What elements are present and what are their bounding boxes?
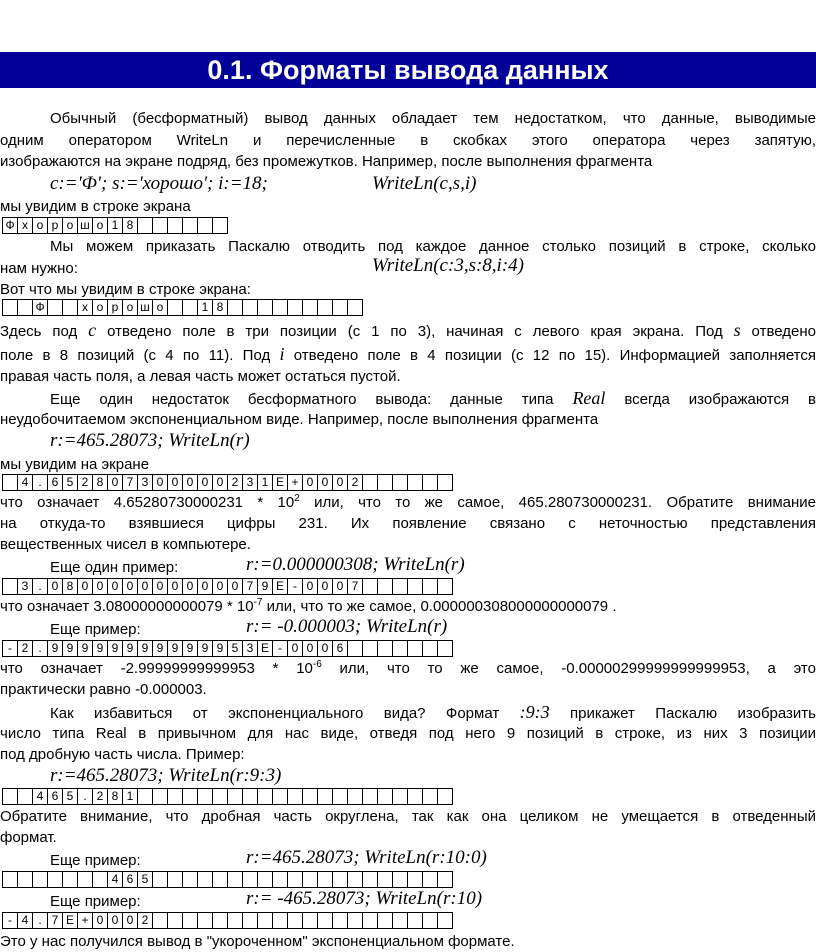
screen-cell xyxy=(287,299,303,316)
paragraph-line: Как избавиться от экспоненциального вида? Формат :9:3 прикажет Паскалю изобразить xyxy=(50,702,816,722)
screen-cell: 1 xyxy=(197,299,213,316)
screen-cell: 0 xyxy=(92,912,108,929)
screen-cell: 0 xyxy=(212,474,228,491)
screen-cell: о xyxy=(32,217,48,234)
screen-cell: 5 xyxy=(62,788,78,805)
screen-cell xyxy=(362,788,378,805)
paragraph-line: неудобочитаемом экспоненциальном виде. Например, после выполнения фрагмента xyxy=(0,411,599,428)
screen-cell xyxy=(407,788,423,805)
code-line: r:= -0.000003; WriteLn(r) xyxy=(246,616,448,637)
screen-cell xyxy=(422,578,438,595)
screen-cell xyxy=(212,871,228,888)
screen-cell xyxy=(302,788,318,805)
screen-cell: 6 xyxy=(332,640,348,657)
screen-cell xyxy=(227,788,243,805)
screen-cell: 7 xyxy=(122,474,138,491)
screen-cell xyxy=(362,640,378,657)
screen-cell: 8 xyxy=(212,299,228,316)
screen-cell: 6 xyxy=(47,788,63,805)
screen-cell xyxy=(347,912,363,929)
screen-cell xyxy=(272,871,288,888)
screen-cell: 2 xyxy=(347,474,363,491)
screen-cell xyxy=(287,788,303,805)
screen-cell xyxy=(272,912,288,929)
paragraph-line: Обычный (бесформатный) вывод данных обладает тем недостатком, что данные, выводимые xyxy=(50,110,816,127)
screen-cell xyxy=(422,871,438,888)
screen-cell: 0 xyxy=(302,578,318,595)
screen-cell xyxy=(167,217,183,234)
screen-cell: Ф xyxy=(2,217,18,234)
screen-cell: о xyxy=(152,299,168,316)
screen-cell: х xyxy=(17,217,33,234)
paragraph-line: Это у нас получился вывод в "укороченном" экспоненциальном формате. xyxy=(0,933,515,950)
example-label: Еще пример: xyxy=(50,621,141,638)
screen-cell xyxy=(137,217,153,234)
screen-row xyxy=(2,640,452,657)
screen-cell: 0 xyxy=(287,640,303,657)
screen-cell xyxy=(167,912,183,929)
paragraph-line: нам нужно: xyxy=(0,260,78,277)
screen-cell: 0 xyxy=(197,578,213,595)
screen-cell: 0 xyxy=(137,578,153,595)
screen-cell xyxy=(377,788,393,805)
screen-cell: E xyxy=(272,474,288,491)
screen-cell: 2 xyxy=(227,474,243,491)
screen-cell: 0 xyxy=(167,474,183,491)
screen-cell xyxy=(257,871,273,888)
paragraph-line: формат. xyxy=(0,829,57,846)
screen-cell xyxy=(152,871,168,888)
screen-cell: 0 xyxy=(122,912,138,929)
code-line: c:='Ф'; s:='хорошо'; i:=18; xyxy=(50,173,268,194)
screen-cell xyxy=(317,299,333,316)
screen-cell xyxy=(17,299,33,316)
screen-cell xyxy=(332,299,348,316)
screen-cell xyxy=(242,871,258,888)
paragraph-line: Еще один недостаток бесформатного вывода: данные типа Real всегда изображаются в xyxy=(50,388,816,408)
paragraph-line: что означает $4.65280730000231 * 10^2$ или, что то же самое, 465.280730000231. Обратите внимание xyxy=(0,493,816,511)
screen-cell: 4 xyxy=(17,912,33,929)
screen-cell: 0 xyxy=(182,578,198,595)
screen-cell: 7 xyxy=(242,578,258,595)
paragraph-line: под дробную часть числа. Пример: xyxy=(0,746,245,763)
screen-cell: р xyxy=(47,217,63,234)
code-line: r:=0.000000308; WriteLn(r) xyxy=(246,554,465,575)
screen-cell: 0 xyxy=(107,912,123,929)
screen-cell: - xyxy=(2,912,18,929)
screen-cell xyxy=(257,912,273,929)
screen-cell: х xyxy=(77,299,93,316)
screen-cell xyxy=(317,788,333,805)
screen-cell: 0 xyxy=(122,578,138,595)
paragraph-line: изображаются на экране подряд, без промежутков. Например, после выполнения фрагмента xyxy=(0,153,653,170)
page-title: 0.1. Форматы вывода данных xyxy=(0,52,816,88)
screen-cell xyxy=(167,299,183,316)
screen-cell: 1 xyxy=(122,788,138,805)
screen-cell: 5 xyxy=(62,474,78,491)
screen-cell xyxy=(62,871,78,888)
paragraph-line: правая часть поля, а левая часть может остаться пустой. xyxy=(0,368,401,385)
screen-cell xyxy=(392,640,408,657)
screen-cell: 4 xyxy=(107,871,123,888)
paragraph-line: Обратите внимание, что дробная часть округлена, так как она целиком не умещается в отведенный xyxy=(0,808,816,825)
screen-cell: 9 xyxy=(257,578,273,595)
screen-cell xyxy=(227,871,243,888)
screen-cell xyxy=(2,299,18,316)
screen-cell: 2 xyxy=(17,640,33,657)
screen-cell xyxy=(257,299,273,316)
screen-cell xyxy=(212,912,228,929)
screen-cell xyxy=(197,871,213,888)
screen-cell: 3 xyxy=(137,474,153,491)
screen-row xyxy=(2,788,452,805)
screen-cell xyxy=(302,912,318,929)
screen-cell: 2 xyxy=(92,788,108,805)
screen-cell xyxy=(437,640,453,657)
screen-cell xyxy=(272,788,288,805)
screen-cell: 9 xyxy=(92,640,108,657)
screen-cell xyxy=(377,871,393,888)
screen-cell: 0 xyxy=(332,578,348,595)
screen-cell: 0 xyxy=(317,578,333,595)
screen-cell: 8 xyxy=(107,788,123,805)
screen-cell: 8 xyxy=(92,474,108,491)
screen-cell xyxy=(317,871,333,888)
screen-cell xyxy=(257,788,273,805)
screen-cell: 6 xyxy=(47,474,63,491)
screen-cell xyxy=(197,788,213,805)
code-line: WriteLn(c,s,i) xyxy=(372,173,477,194)
screen-cell: . xyxy=(32,640,48,657)
paragraph-line: на откуда-то взявшиеся цифры 231. Их появление связано с неточностью представления xyxy=(0,515,816,532)
paragraph-line: что означает $-2.99999999999953 * 10^{-6}$ или, что то же самое, -0.00000299999999999953, а это xyxy=(0,659,816,677)
screen-cell xyxy=(347,788,363,805)
screen-cell xyxy=(437,578,453,595)
screen-cell: . xyxy=(32,474,48,491)
screen-cell: 0 xyxy=(107,474,123,491)
screen-cell: 9 xyxy=(122,640,138,657)
screen-cell: о xyxy=(92,217,108,234)
screen-cell: 3 xyxy=(242,474,258,491)
screen-cell xyxy=(182,299,198,316)
screen-cell: 0 xyxy=(317,474,333,491)
screen-cell xyxy=(407,474,423,491)
screen-cell xyxy=(182,217,198,234)
screen-cell: + xyxy=(287,474,303,491)
screen-cell: 0 xyxy=(152,578,168,595)
screen-cell: 0 xyxy=(167,578,183,595)
screen-cell xyxy=(242,788,258,805)
screen-cell: ш xyxy=(137,299,153,316)
screen-cell: 0 xyxy=(107,578,123,595)
screen-cell: 9 xyxy=(47,640,63,657)
screen-cell xyxy=(197,912,213,929)
screen-cell: 8 xyxy=(62,578,78,595)
screen-cell: 0 xyxy=(182,474,198,491)
screen-cell: - xyxy=(2,640,18,657)
example-label: Еще один пример: xyxy=(50,559,179,576)
screen-cell: E xyxy=(62,912,78,929)
screen-cell xyxy=(437,788,453,805)
screen-cell: 0 xyxy=(197,474,213,491)
paragraph-line: число типа Real в привычном для нас виде, отведя под него 9 позиций в строке, из них 3 позиции xyxy=(0,725,816,742)
screen-cell xyxy=(137,788,153,805)
screen-cell xyxy=(227,912,243,929)
screen-cell: 1 xyxy=(107,217,123,234)
paragraph-line: практически равно -0.000003. xyxy=(0,681,207,698)
screen-cell xyxy=(407,871,423,888)
screen-cell: 9 xyxy=(152,640,168,657)
screen-cell xyxy=(242,299,258,316)
screen-cell: 0 xyxy=(92,578,108,595)
screen-cell: 0 xyxy=(302,640,318,657)
screen-cell xyxy=(287,912,303,929)
paragraph-line: Мы можем приказать Паскалю отводить под каждое данное столько позиций в строке, сколько xyxy=(50,238,816,255)
screen-cell: . xyxy=(32,912,48,929)
caption: Вот что мы увидим в строке экрана: xyxy=(0,281,251,298)
screen-cell xyxy=(347,871,363,888)
screen-cell xyxy=(362,474,378,491)
screen-cell: 8 xyxy=(122,217,138,234)
screen-cell xyxy=(377,578,393,595)
screen-cell: 2 xyxy=(137,912,153,929)
screen-cell: 3 xyxy=(242,640,258,657)
screen-cell: о xyxy=(122,299,138,316)
screen-row xyxy=(2,217,227,234)
screen-cell xyxy=(437,871,453,888)
screen-cell: 9 xyxy=(62,640,78,657)
screen-cell xyxy=(437,912,453,929)
screen-cell: 9 xyxy=(77,640,93,657)
screen-cell xyxy=(152,788,168,805)
code-line: r:=465.28073; WriteLn(r) xyxy=(50,430,250,451)
screen-cell: 4 xyxy=(32,788,48,805)
code-line: r:= -465.28073; WriteLn(r:10) xyxy=(246,888,483,909)
screen-cell xyxy=(197,217,213,234)
screen-cell xyxy=(2,578,18,595)
screen-cell: о xyxy=(62,217,78,234)
screen-cell xyxy=(422,788,438,805)
screen-cell: 9 xyxy=(137,640,153,657)
screen-cell xyxy=(407,578,423,595)
screen-cell xyxy=(167,871,183,888)
screen-cell: 5 xyxy=(227,640,243,657)
screen-cell: . xyxy=(77,788,93,805)
screen-cell: . xyxy=(32,578,48,595)
example-label: Еще пример: xyxy=(50,893,141,910)
caption: мы увидим в строке экрана xyxy=(0,198,191,215)
screen-cell xyxy=(422,640,438,657)
screen-cell xyxy=(317,912,333,929)
paragraph-line: вещественных чисел в компьютере. xyxy=(0,536,251,553)
screen-cell: р xyxy=(107,299,123,316)
screen-cell xyxy=(392,578,408,595)
screen-row xyxy=(2,299,362,316)
screen-row xyxy=(2,871,452,888)
screen-cell: 9 xyxy=(167,640,183,657)
screen-cell: 0 xyxy=(152,474,168,491)
screen-row xyxy=(2,474,452,491)
screen-cell xyxy=(2,788,18,805)
screen-cell: 0 xyxy=(47,578,63,595)
screen-cell xyxy=(377,912,393,929)
screen-cell: - xyxy=(287,578,303,595)
screen-cell xyxy=(2,474,18,491)
code-line: r:=465.28073; WriteLn(r:9:3) xyxy=(50,765,282,786)
screen-cell: 3 xyxy=(17,578,33,595)
screen-cell xyxy=(17,871,33,888)
screen-row xyxy=(2,912,452,929)
screen-row xyxy=(2,578,452,595)
screen-cell xyxy=(422,912,438,929)
paragraph-line: поле в 8 позиций (с 4 по 11). Под i отведено поле в 4 позиции (с 12 по 15). Информацией заполняется xyxy=(0,344,816,364)
screen-cell: 0 xyxy=(77,578,93,595)
screen-cell xyxy=(437,474,453,491)
screen-cell xyxy=(362,871,378,888)
screen-cell xyxy=(17,788,33,805)
screen-cell: 0 xyxy=(332,474,348,491)
screen-cell xyxy=(167,788,183,805)
screen-cell xyxy=(152,217,168,234)
screen-cell: 4 xyxy=(17,474,33,491)
screen-cell xyxy=(362,912,378,929)
screen-cell xyxy=(407,912,423,929)
screen-cell: 9 xyxy=(182,640,198,657)
screen-cell: 2 xyxy=(77,474,93,491)
screen-cell: о xyxy=(92,299,108,316)
screen-cell: 9 xyxy=(197,640,213,657)
screen-cell xyxy=(422,474,438,491)
screen-cell xyxy=(2,871,18,888)
screen-cell xyxy=(47,299,63,316)
screen-cell xyxy=(407,640,423,657)
screen-cell xyxy=(332,871,348,888)
screen-cell: 0 xyxy=(227,578,243,595)
screen-cell xyxy=(392,474,408,491)
code-line: r:=465.28073; WriteLn(r:10:0) xyxy=(246,847,487,868)
screen-cell: 9 xyxy=(212,640,228,657)
screen-cell: 1 xyxy=(257,474,273,491)
screen-cell xyxy=(332,912,348,929)
paragraph-line: одним оператором WriteLn и перечисленные в скобках этого оператора через запятую, xyxy=(0,132,816,149)
screen-cell xyxy=(182,788,198,805)
screen-cell xyxy=(302,871,318,888)
screen-cell xyxy=(377,640,393,657)
screen-cell xyxy=(152,912,168,929)
screen-cell xyxy=(392,912,408,929)
screen-cell: E xyxy=(257,640,273,657)
screen-cell xyxy=(302,299,318,316)
code-line: WriteLn(c:3,s:8,i:4) xyxy=(372,255,524,276)
screen-cell: 0 xyxy=(317,640,333,657)
screen-cell: Ф xyxy=(32,299,48,316)
screen-cell xyxy=(332,788,348,805)
screen-cell xyxy=(347,299,363,316)
screen-cell: 6 xyxy=(122,871,138,888)
screen-cell: E xyxy=(272,578,288,595)
screen-cell: 0 xyxy=(212,578,228,595)
screen-cell xyxy=(32,871,48,888)
paragraph-line: Здесь под c отведено поле в три позиции (с 1 по 3), начиная с левого края экрана. Под s отведено xyxy=(0,320,816,340)
screen-cell xyxy=(47,871,63,888)
screen-cell: + xyxy=(77,912,93,929)
screen-cell xyxy=(227,299,243,316)
example-label: Еще пример: xyxy=(50,852,141,869)
screen-cell xyxy=(182,871,198,888)
screen-cell: 0 xyxy=(302,474,318,491)
screen-cell xyxy=(182,912,198,929)
screen-cell: 9 xyxy=(107,640,123,657)
screen-cell xyxy=(77,871,93,888)
screen-cell: - xyxy=(272,640,288,657)
screen-cell xyxy=(287,871,303,888)
screen-cell xyxy=(212,217,228,234)
screen-cell: ш xyxy=(77,217,93,234)
screen-cell: 7 xyxy=(347,578,363,595)
screen-cell: 7 xyxy=(47,912,63,929)
screen-cell xyxy=(92,871,108,888)
screen-cell: 5 xyxy=(137,871,153,888)
screen-cell xyxy=(62,299,78,316)
paragraph-line: что означает $3.08000000000079 * 10^{-7}$ или, что то же самое, 0.000000308000000000079 . xyxy=(0,597,617,615)
screen-cell xyxy=(392,871,408,888)
screen-cell xyxy=(362,578,378,595)
caption: мы увидим на экране xyxy=(0,456,150,473)
screen-cell xyxy=(392,788,408,805)
screen-cell xyxy=(272,299,288,316)
screen-cell xyxy=(212,788,228,805)
screen-cell xyxy=(242,912,258,929)
screen-cell xyxy=(377,474,393,491)
screen-cell xyxy=(347,640,363,657)
